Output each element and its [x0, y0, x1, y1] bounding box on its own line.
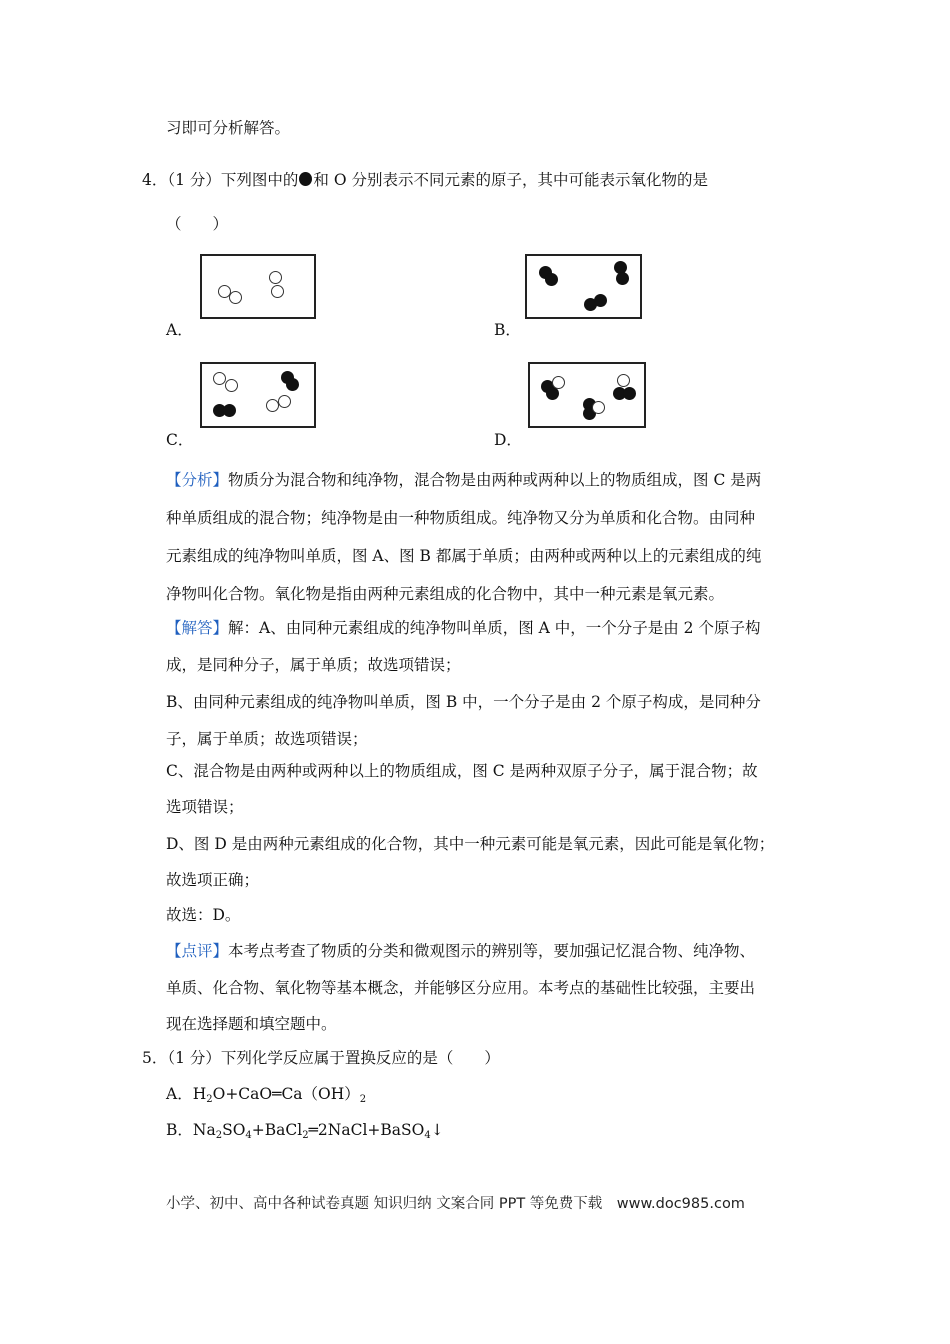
formula-part: Na	[192, 1121, 216, 1139]
hollow-atom-icon	[271, 285, 284, 298]
answer-tag: 【解答】	[166, 619, 229, 637]
comment-line-3: 现在选择题和填空题中。	[166, 1015, 337, 1033]
diagram-a	[200, 254, 316, 319]
option-a[interactable]	[166, 1084, 366, 1104]
subscript: 2	[359, 1094, 367, 1105]
analysis-tag: 【分析】	[166, 471, 229, 489]
analysis-line-3: 元素组成的纯净物叫单质，图 A、图 B 都属于单质；由两种或两种以上的元素组成的纯	[166, 547, 762, 565]
filled-atom-icon	[623, 387, 636, 400]
hollow-atom-icon	[213, 372, 226, 385]
answer-text: 解：A、由同种元素组成的纯净物叫单质，图 A 中，一个分子是由 2 个原子构	[228, 619, 761, 637]
filled-atom-icon	[616, 272, 629, 285]
option-c-label[interactable]: C．	[166, 431, 194, 449]
formula-part: ↓	[430, 1121, 444, 1139]
option-b-label[interactable]: B．	[494, 321, 521, 339]
option-label: B．	[166, 1121, 193, 1139]
question-stem-post: 和 O 分别表示不同元素的原子，其中可能表示氧化物的是	[313, 171, 708, 189]
hollow-atom-icon	[592, 401, 605, 414]
filled-atom-icon	[594, 294, 607, 307]
filled-atom-icon	[223, 404, 236, 417]
comment-tag: 【点评】	[166, 942, 229, 960]
question-number: 4．	[142, 171, 168, 189]
analysis-line-2: 种单质组成的混合物；纯净物是由一种物质组成。纯净物又分为单质和化合物。由同种	[166, 509, 756, 527]
hollow-atom-icon	[229, 291, 242, 304]
subscript: 4	[245, 1130, 252, 1141]
formula-part: SO	[222, 1121, 246, 1139]
answer-line-8: 故选项正确；	[166, 871, 260, 889]
option-d-label[interactable]: D．	[494, 431, 522, 449]
hollow-atom-icon	[225, 379, 238, 392]
formula-part: +BaCl	[251, 1121, 303, 1139]
analysis-line-4: 净物叫化合物。氧化物是指由两种元素组成的化合物中，其中一种元素是氧元素。	[166, 585, 725, 603]
formula-part: H	[192, 1085, 207, 1103]
hollow-atom-icon	[617, 374, 630, 387]
formula-part: O+CaO═Ca（OH）	[212, 1085, 360, 1103]
comment-line-1	[166, 941, 755, 961]
answer-line-2: 成，是同种分子，属于单质；故选项错误；	[166, 656, 461, 674]
answer-line-4: 子，属于单质；故选项错误；	[166, 730, 368, 748]
hollow-atom-icon	[278, 395, 291, 408]
hollow-atom-icon	[552, 376, 565, 389]
filled-atom-icon	[286, 378, 299, 391]
diagram-d	[528, 362, 646, 428]
subscript: 2	[206, 1094, 213, 1105]
analysis-text: 物质分为混合物和纯净物，混合物是由两种或两种以上的物质组成，图 C 是两	[228, 471, 762, 489]
answer-line-1	[166, 618, 760, 638]
continued-line: 习即可分析解答。	[166, 119, 291, 137]
subscript: 4	[424, 1130, 431, 1141]
option-b[interactable]	[166, 1120, 444, 1140]
footer-watermark[interactable]: 小学、初中、高中各种试卷真题 知识归纳 文案合同 PPT 等免费下载 www.doc985.com	[166, 1196, 745, 1212]
question-stem-pre: （1 分）下列图中的	[167, 171, 299, 189]
question-5	[142, 1048, 500, 1068]
subscript: 2	[302, 1130, 309, 1141]
answer-line-5: C、混合物是由两种或两种以上的物质组成，图 C 是两种双原子分子，属于混合物；故	[166, 762, 758, 780]
filled-atom-icon	[545, 273, 558, 286]
answer-parentheses: （ ）	[166, 215, 229, 233]
subscript: 2	[215, 1130, 223, 1141]
hollow-atom-icon	[269, 271, 282, 284]
answer-line-9: 故选：D。	[166, 906, 241, 924]
answer-line-7: D、图 D 是由两种元素组成的化合物，其中一种元素可能是氧元素，因此可能是氧化物；	[166, 835, 775, 853]
diagram-b	[525, 254, 642, 319]
comment-text: 本考点考查了物质的分类和微观图示的辨别等，要加强记忆混合物、纯净物、	[228, 942, 756, 960]
diagram-c	[200, 362, 316, 428]
analysis-line-1	[166, 470, 761, 490]
question-number: 5．	[142, 1049, 168, 1067]
question-stem: （1 分）下列化学反应属于置换反应的是（ ）	[167, 1049, 500, 1067]
answer-line-6: 选项错误；	[166, 798, 244, 816]
answer-line-3: B、由同种元素组成的纯净物叫单质，图 B 中，一个分子是由 2 个原子构成，是同种分	[166, 693, 761, 711]
option-a-label[interactable]: A．	[166, 321, 193, 339]
formula-part: ═2NaCl+BaSO	[308, 1121, 425, 1139]
option-label: A．	[166, 1085, 193, 1103]
filled-atom-icon	[299, 172, 312, 186]
question-4	[142, 170, 708, 190]
comment-line-2: 单质、化合物、氧化物等基本概念，并能够区分应用。本考点的基础性比较强，主要出	[166, 979, 756, 997]
